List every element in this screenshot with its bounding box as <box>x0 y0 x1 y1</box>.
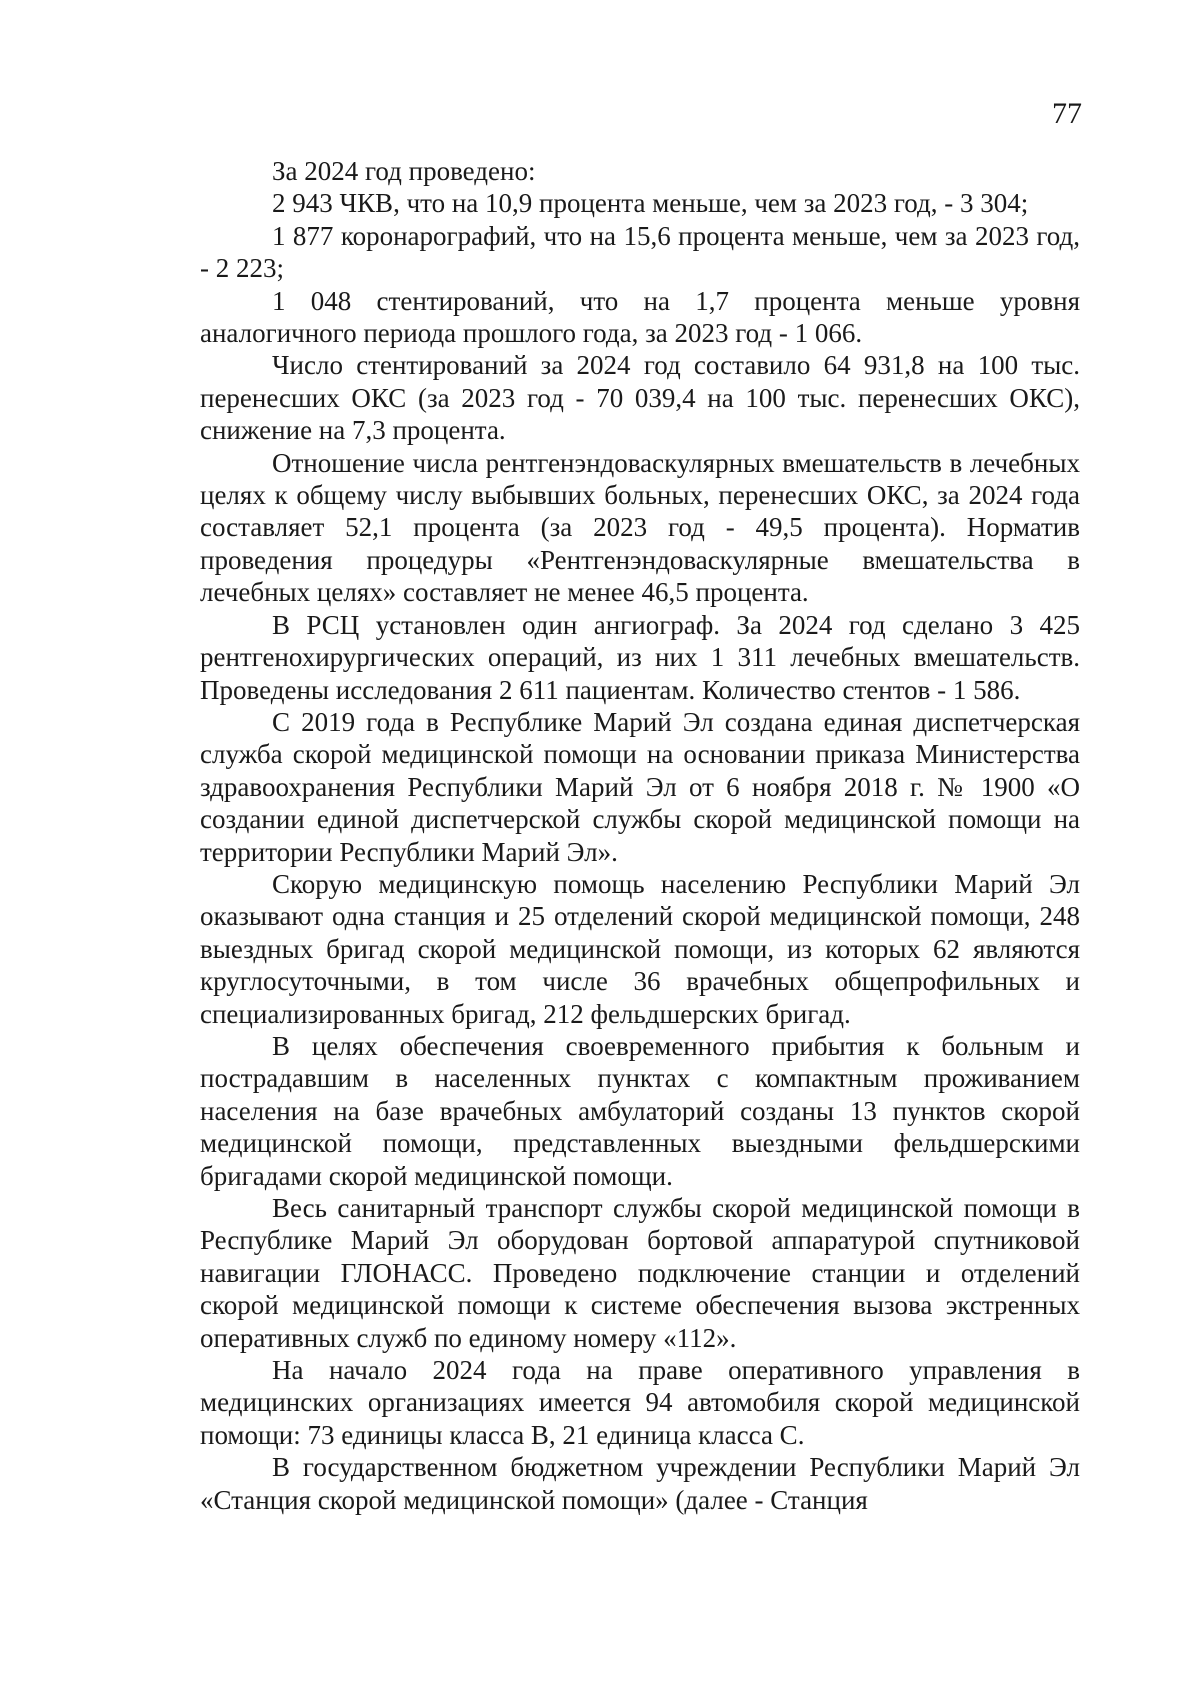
document-body <box>200 155 1080 1516</box>
page-number: 77 <box>1052 97 1082 130</box>
paragraph-ambulance-teams: Скорую медицинскую помощь населению Республики Марий Эл оказывают одна станция и 25 отделений скорой медицинской помощи, 248 выездных бригад скорой медицинской помощи, из которых 62 являются круглосуточными, в том числе 36 врачебных общепрофильных и специализированных бригад, 212 фельдшерских бригад. <box>200 868 1080 1029</box>
paragraph-angiograph: В РСЦ установлен один ангиограф. За 2024 год сделано 3 425 рентгенохирургических операций, из них 1 311 лечебных вмешательств. Проведены исследования 2 611 пациентам. Количество стентов - 1 586. <box>200 609 1080 705</box>
paragraph-emergency-points: В целях обеспечения своевременного прибытия к больным и пострадавшим в населенных пунктах с компактным проживанием населения на базе врачебных амбулаторий созданы 13 пунктов скорой медицинской помощи, представленных выездными фельдшерскими бригадами скорой медицинской помощи. <box>200 1030 1080 1191</box>
paragraph-stenting: 1 048 стентирований, что на 1,7 процента меньше уровня аналогичного периода прошлого года, за 2023 год - 1 066. <box>200 285 1080 349</box>
paragraph-coronarography: 1 877 коронарографий, что на 15,6 процента меньше, чем за 2023 год, - 2 223; <box>200 220 1080 284</box>
paragraph-intro: За 2024 год проведено: <box>272 156 536 186</box>
paragraph-station: В государственном бюджетном учреждении Республики Марий Эл «Станция скорой медицинской помощи» (далее - Станция <box>200 1452 1080 1515</box>
paragraph-dispatch-service: С 2019 года в Республике Марий Эл создана единая диспетчерская служба скорой медицинской помощи на основании приказа Министерства здравоохранения Республики Марий Эл от 6 ноября 2018 г. № 1900 «О создании единой диспетчерской службы скорой медицинской помощи на территории Республики Марий Эл». <box>200 706 1080 867</box>
paragraph-vehicles: На начало 2024 года на праве оперативного управления в медицинских организациях имеется 94 автомобиля скорой медицинской помощи: 73 единицы класса В, 21 единица класса С. <box>200 1355 1080 1450</box>
paragraph-stenting-rate: Число стентирований за 2024 год составило 64 931,8 на 100 тыс. перенесших ОКС (за 2023 год - 70 039,4 на 100 тыс. перенесших ОКС), снижение на 7,3 процента. <box>200 350 1080 446</box>
paragraph-pci: 2 943 ЧКВ, что на 10,9 процента меньше, чем за 2023 год, - 3 304; <box>272 188 1029 219</box>
paragraph-endovascular-ratio: Отношение числа рентгенэндоваскулярных вмешательств в лечебных целях к общему числу выбывших больных, перенесших ОКС, за 2024 года составляет 52,1 процента (за 2023 год - 49,5 процента). Норматив проведения процедуры «Рентгенэндоваскулярные вмешательства в лечебных целях» составляет не менее 46,5 процента. <box>200 447 1080 608</box>
paragraph-glonass: Весь санитарный транспорт службы скорой медицинской помощи в Республике Марий Эл оборудован бортовой аппаратурой спутниковой навигации ГЛОНАСС. Проведено подключение станции и отделений скорой медицинской помощи к системе обеспечения вызова экстренных оперативных служб по единому номеру «112». <box>200 1193 1080 1353</box>
